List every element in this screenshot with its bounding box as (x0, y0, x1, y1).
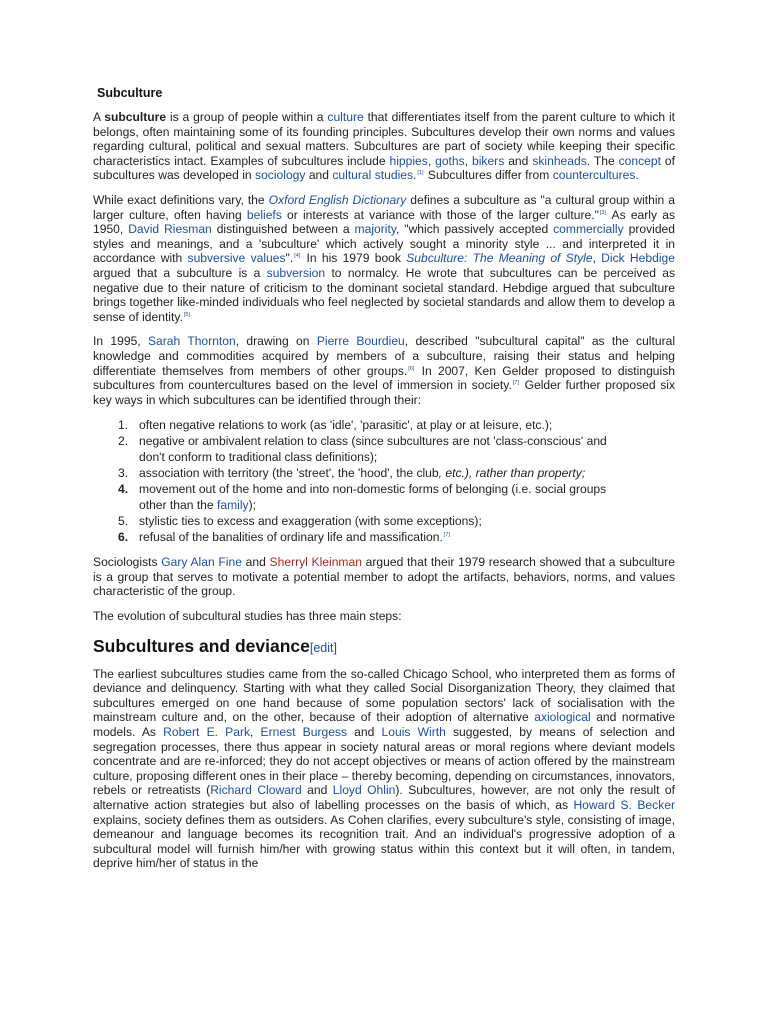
text: In his 1979 book (301, 251, 407, 266)
text: of subcultures was developed in (93, 153, 675, 183)
intro-paragraph (93, 110, 675, 183)
text: , described "subcultural capital" as the cultural knowledge and commodities acquired by members of a subculture, raising their status and helping differentiate themselves from members of other groups. (93, 334, 676, 378)
thornton-paragraph (93, 334, 675, 407)
list-text: association with territory (the 'street', the 'hood', the club (139, 466, 439, 481)
link-family[interactable]: family (217, 498, 249, 513)
link-pierre-bourdieu[interactable]: Pierre Bourdieu (316, 334, 405, 349)
text: to normalcy. He wrote that subcultures can be perceived as negative due to their nature of criticism to the dominant societal standard. Hebdige argued that subculture brings together like-minded individuals who feel neglected by societal standards and allow them to develop a sense of identity. (93, 265, 675, 324)
text: argued that their 1979 research showed that a subculture is a group that serves to motivate a potential member to adopt the artifacts, behaviors, norms, and values characteristic of the group. (93, 555, 675, 599)
list-number: 1. (118, 418, 129, 433)
text: , (464, 153, 472, 168)
link-richard-cloward[interactable]: Richard Cloward (210, 783, 302, 798)
list-text: refusal of the banalities of ordinary life and massification. (139, 530, 443, 545)
text: and (241, 555, 270, 570)
text: and (305, 168, 333, 183)
link-dick-hebdige[interactable]: Dick Hebdige (601, 251, 675, 266)
text: , (592, 251, 602, 266)
link-concept[interactable]: concept (618, 153, 661, 168)
text: . The (586, 153, 619, 168)
text: , drawing on (235, 334, 317, 349)
section-heading-text: Subcultures and deviance (93, 635, 310, 656)
citation-ref[interactable]: [3] (599, 209, 606, 216)
list-item (93, 465, 675, 481)
text: suggested, by means of selection and segregation processes, there thus appear in society natural areas or moral regions where deviant models concentrate and are re-inforced; they do not accept objectives or means of action offered by the mainstream culture, proposing different ones in their place – thereby becoming, depending on circumstances, innovators, rebels or retreatists ( (93, 725, 676, 798)
edit-link[interactable]: [edit] (309, 640, 337, 655)
link-axiological[interactable]: axiological (534, 710, 591, 725)
link-subversive-values[interactable]: subversive values (187, 251, 286, 266)
text: , (427, 153, 436, 168)
citation-ref[interactable]: [1] (417, 170, 424, 177)
text: and (301, 783, 333, 798)
link-ernest-burgess[interactable]: Ernest Burgess (260, 725, 348, 740)
text: argued that a subculture is a (93, 265, 267, 280)
text: , (250, 725, 261, 740)
link-bikers[interactable]: bikers (472, 153, 505, 168)
text: ). Subcultures, however, are not only the result of alternative action strategies but also of labelling processes on the basis of which, as (93, 783, 675, 812)
text: that differentiates itself from the parent culture to which it belongs, often maintaining some of its founding principles. Subcultures develop their own norms and values regarding cultural, political and sexual matters. Subcultures are part of society while keeping their specific characteristics intact. Examples of subcultures include (93, 110, 676, 168)
evolution-paragraph: The evolution of subcultural studies has three main steps: (93, 609, 402, 624)
list-item (93, 529, 675, 545)
document (93, 86, 675, 881)
page-title: Subculture (97, 86, 163, 100)
text: or interests at variance with those of the larger culture." (281, 207, 599, 222)
list-item (93, 513, 675, 529)
text: and (504, 153, 533, 168)
citation-ref[interactable]: [7] (512, 380, 519, 387)
link-subculture-book[interactable]: Subculture: The Meaning of Style (406, 251, 593, 266)
list-text: movement out of the home and into non-domestic forms of belonging (i.e. social groups (139, 482, 607, 497)
list-text: stylistic ties to excess and exaggeration (with some exceptions); (139, 514, 482, 529)
gelder-list (93, 417, 675, 545)
list-item (93, 481, 675, 513)
list-text: , etc.), rather than property; (438, 466, 586, 481)
link-beliefs[interactable]: beliefs (246, 207, 282, 222)
link-gary-alan-fine[interactable]: Gary Alan Fine (161, 555, 242, 570)
link-majority[interactable]: majority (354, 222, 396, 237)
text: is a group of people within a (166, 110, 328, 124)
link-robert-e-park[interactable]: Robert E. Park (163, 725, 251, 740)
link-cultural-studies[interactable]: cultural studies (332, 168, 414, 183)
link-howard-s-becker[interactable]: Howard S. Becker (573, 798, 675, 812)
citation-ref[interactable]: [5] (183, 311, 190, 318)
link-skinheads[interactable]: skinheads (532, 153, 587, 168)
text: While exact definitions vary, the (93, 192, 269, 207)
citation-ref[interactable]: [4] (294, 253, 301, 260)
list-text: negative or ambivalent relation to class (since subcultures are not 'class-conscious' and (139, 434, 607, 449)
link-countercultures[interactable]: countercultures (552, 168, 636, 183)
citation-ref[interactable]: [7] (443, 532, 450, 539)
text: distinguished between a (211, 222, 355, 237)
list-item (93, 417, 675, 433)
text: , "which passively accepted (395, 222, 554, 237)
list-number: 3. (118, 466, 129, 481)
text: and normative models. As (93, 710, 675, 740)
list-text: don't conform to traditional class definitions); (139, 450, 378, 465)
link-sociology[interactable]: sociology (255, 168, 306, 183)
link-hippies[interactable]: hippies (389, 153, 428, 168)
text: ". (285, 251, 294, 266)
list-text: ); (248, 498, 256, 513)
link-david-riesman[interactable]: David Riesman (128, 222, 212, 237)
text: defines a subculture as "a cultural group within a larger culture, often having (93, 192, 675, 222)
text: In 2007, Ken Gelder proposed to distinguish subcultures from countercultures based on the level of immersion in society. (93, 363, 675, 393)
list-number: 2. (118, 434, 129, 449)
deviance-paragraph (93, 667, 675, 871)
text: . (413, 168, 417, 183)
text: explains, society defines them as outsiders. As Cohen clarifies, every subculture's style, consisting of image, demeanour and language becomes its recognition trait. And an individual's progressive adoption of a subcultural model will furnish him/her with growing status within this context but it will often, in tandem, deprive him/her of status in the (93, 812, 675, 871)
text: A (93, 110, 105, 124)
text: and (347, 725, 382, 740)
definition-paragraph (93, 193, 675, 324)
link-sarah-thornton[interactable]: Sarah Thornton (147, 334, 236, 349)
text: provided styles and meanings, and a 'subculture' which actively sought a minority style ... and interpreted it in accordance with (93, 222, 675, 266)
list-number: 5. (118, 514, 129, 529)
section-heading (93, 636, 675, 657)
link-commercially[interactable]: commercially (553, 222, 624, 237)
list-text: other than the (139, 498, 217, 513)
term-bold: subculture (104, 110, 167, 124)
text: Subcultures differ from (424, 168, 553, 183)
fine-kleinman-paragraph (93, 555, 675, 599)
list-item (93, 433, 675, 465)
link-subversion[interactable]: subversion (266, 265, 326, 280)
text: Sociologists (93, 555, 162, 570)
list-number: 4. (118, 482, 129, 497)
list-text: often negative relations to work (as 'idle', 'parasitic', at play or at leisure, etc.); (139, 418, 553, 433)
link-lloyd-ohlin[interactable]: Lloyd Ohlin (332, 783, 396, 798)
link-sherryl-kleinman[interactable]: Sherryl Kleinman (269, 555, 362, 570)
text: As early as 1950, (93, 207, 676, 237)
list-number: 6. (118, 530, 129, 545)
link-louis-wirth[interactable]: Louis Wirth (381, 725, 446, 740)
text: Gelder further proposed six key ways in which subcultures can be identified through their: (93, 378, 676, 407)
text: . (635, 168, 639, 183)
citation-ref[interactable]: [6] (408, 365, 415, 372)
link-goths[interactable]: goths (435, 153, 465, 168)
text: The earliest subcultures studies came from the so-called Chicago School, who interpreted them as forms of deviance and delinquency. Starting with what they called Social Disorganization Theory, they claimed that subcultures emerged on one hand because of some population sectors' lack of socialisation with the mainstream culture and, on the other, because of their adoption of alternative (93, 666, 675, 725)
link-culture[interactable]: culture (327, 110, 364, 124)
link-oxford-english-dictionary[interactable]: Oxford English Dictionary (268, 192, 407, 207)
text: In 1995, (93, 334, 148, 349)
